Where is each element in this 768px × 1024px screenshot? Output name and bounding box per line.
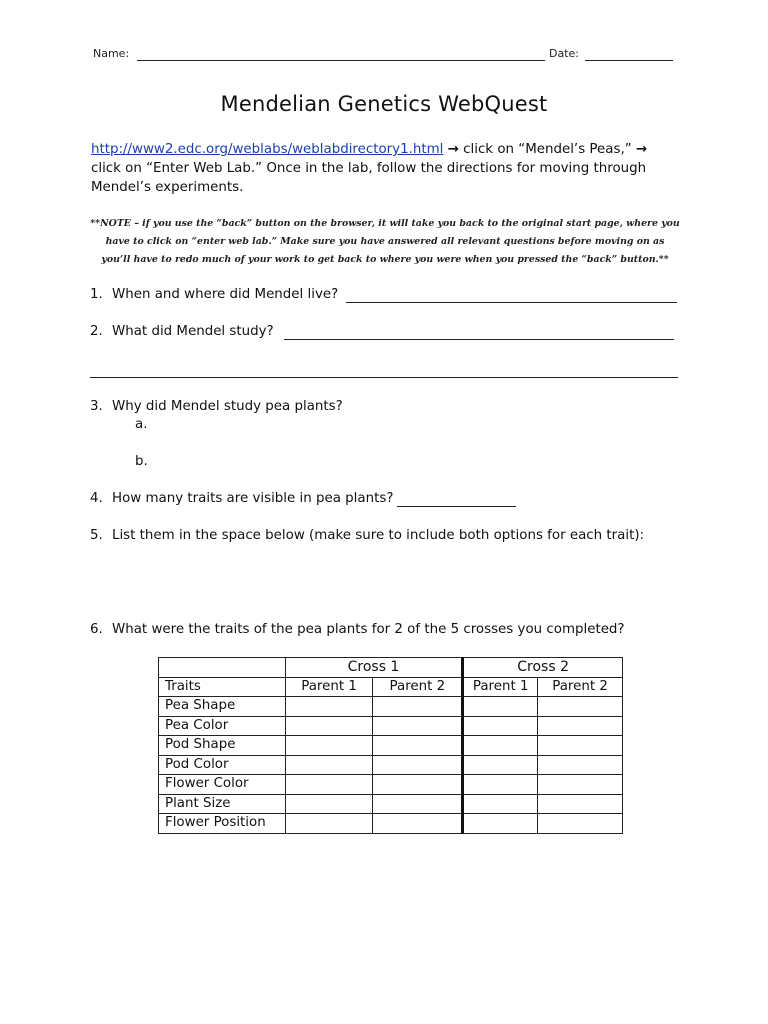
- table-cell[interactable]: [463, 716, 538, 736]
- answer-3b-label: b.: [135, 454, 148, 469]
- name-field[interactable]: [137, 60, 545, 61]
- table-cell[interactable]: [373, 716, 463, 736]
- question-text: What were the traits of the pea plants for 2 of the 5 crosses you completed?: [112, 622, 625, 637]
- answer-line-1[interactable]: [346, 302, 677, 303]
- table-cell[interactable]: [463, 755, 538, 775]
- question-4: [90, 491, 393, 506]
- table-cell[interactable]: [285, 814, 373, 834]
- date-label: Date:: [549, 47, 579, 60]
- table-cell[interactable]: [285, 794, 373, 814]
- answer-line-2a[interactable]: [284, 339, 674, 340]
- parent-header: Parent 2: [373, 677, 463, 697]
- table-cell[interactable]: [538, 794, 623, 814]
- table-row: [159, 716, 623, 736]
- table-row: [159, 697, 623, 717]
- intro-paragraph: [91, 140, 671, 197]
- table-row: [159, 736, 623, 756]
- table-cell[interactable]: [373, 775, 463, 795]
- table-cell[interactable]: [285, 775, 373, 795]
- table-cell[interactable]: [285, 755, 373, 775]
- table-row: [159, 775, 623, 795]
- intro-text-1: click on “Mendel’s Peas,”: [458, 142, 636, 157]
- trait-label: Pod Shape: [159, 736, 286, 756]
- answer-3a-label: a.: [135, 417, 148, 432]
- crosses-table: [158, 657, 623, 834]
- arrow-icon: →: [635, 142, 648, 157]
- question-3: [90, 399, 343, 414]
- question-1: [90, 287, 338, 302]
- trait-label: Pea Shape: [159, 697, 286, 717]
- question-number: 3.: [90, 399, 103, 414]
- table-cell[interactable]: [373, 755, 463, 775]
- question-text: What did Mendel study?: [112, 324, 274, 339]
- cross-2-header: Cross 2: [463, 658, 623, 678]
- question-2: [90, 324, 274, 339]
- date-field[interactable]: [585, 60, 673, 61]
- question-number: 2.: [90, 324, 103, 339]
- weblab-link[interactable]: http://www2.edc.org/weblabs/weblabdirectory1.html: [91, 142, 444, 157]
- table-cell[interactable]: [538, 775, 623, 795]
- back-button-note: **NOTE – if you use the “back” button on the browser, it will take you back to the original start page, where you have to click on “enter web lab.” Make sure you have answered all relevant questions before moving on as you’ll have to redo much of your work to get back to where you were when you pressed the “back” button.**: [90, 218, 680, 265]
- trait-label: Flower Position: [159, 814, 286, 834]
- question-text: List them in the space below (make sure to include both options for each trait):: [112, 528, 645, 543]
- answer-line-2b[interactable]: [90, 377, 678, 378]
- answer-line-4[interactable]: [397, 506, 516, 507]
- table-cell[interactable]: [463, 775, 538, 795]
- table-cell[interactable]: [285, 716, 373, 736]
- table-row: [159, 755, 623, 775]
- table-cell[interactable]: [463, 794, 538, 814]
- table-header-row: [159, 658, 623, 678]
- table-row: [159, 814, 623, 834]
- intro-text-2: click on “Enter Web Lab.” Once in the lab, follow the directions for moving through Mendel’s experiments.: [91, 161, 647, 195]
- question-number: 5.: [90, 528, 103, 543]
- question-5: [90, 528, 644, 543]
- trait-label: Plant Size: [159, 794, 286, 814]
- table-cell[interactable]: [373, 814, 463, 834]
- trait-label: Flower Color: [159, 775, 286, 795]
- table-cell[interactable]: [538, 755, 623, 775]
- table-cell[interactable]: [285, 697, 373, 717]
- trait-label: Pod Color: [159, 755, 286, 775]
- question-number: 4.: [90, 491, 103, 506]
- table-cell[interactable]: [538, 814, 623, 834]
- table-cell[interactable]: [373, 736, 463, 756]
- table-cell[interactable]: [373, 697, 463, 717]
- question-number: 6.: [90, 622, 103, 637]
- table-cell[interactable]: [538, 736, 623, 756]
- question-6: [90, 622, 625, 637]
- parent-header: Parent 1: [285, 677, 373, 697]
- table-cell[interactable]: [463, 697, 538, 717]
- cross-1-header: Cross 1: [285, 658, 463, 678]
- trait-label: Pea Color: [159, 716, 286, 736]
- parent-header: Parent 2: [538, 677, 623, 697]
- table-cell[interactable]: [373, 794, 463, 814]
- name-label: Name:: [93, 47, 130, 60]
- arrow-icon: →: [447, 142, 459, 157]
- parent-header: Parent 1: [463, 677, 538, 697]
- table-row: [159, 794, 623, 814]
- question-text: When and where did Mendel live?: [112, 287, 339, 302]
- question-number: 1.: [90, 287, 103, 302]
- question-text: How many traits are visible in pea plants?: [112, 491, 394, 506]
- table-corner-cell: [159, 658, 286, 678]
- table-cell[interactable]: [538, 697, 623, 717]
- table-subheader-row: [159, 677, 623, 697]
- traits-header: Traits: [159, 677, 286, 697]
- table-cell[interactable]: [538, 716, 623, 736]
- table-cell[interactable]: [463, 814, 538, 834]
- table-cell[interactable]: [285, 736, 373, 756]
- table-cell[interactable]: [463, 736, 538, 756]
- question-text: Why did Mendel study pea plants?: [112, 399, 343, 414]
- page-title: Mendelian Genetics WebQuest: [220, 92, 548, 116]
